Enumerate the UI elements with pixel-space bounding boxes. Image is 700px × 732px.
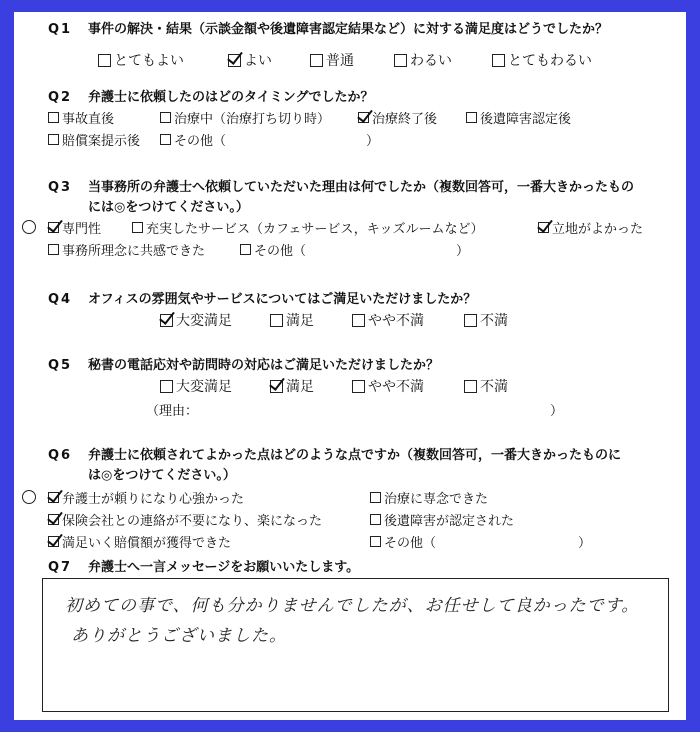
q1-option-very-good[interactable]: とてもよい [98, 50, 184, 70]
checkbox[interactable] [98, 54, 111, 67]
checkbox[interactable] [370, 492, 381, 503]
checkbox[interactable] [394, 54, 407, 67]
survey-sheet [14, 12, 686, 720]
q2-other-close: ） [366, 134, 380, 149]
q6-option-reliable[interactable]: 弁護士が頼りになり心強かった [48, 488, 244, 507]
checkbox[interactable] [464, 380, 477, 393]
q4-option-very-satisfied[interactable]: 大変満足 [160, 310, 232, 330]
checkbox[interactable] [370, 536, 381, 547]
checkbox[interactable] [48, 492, 59, 503]
q3-heading: Q3 当事務所の弁護士へ依頼していただいた理由は何でしたか（複数回答可，一番大きかったもの [48, 180, 635, 195]
message-box[interactable] [42, 578, 669, 712]
q1-option-very-bad[interactable]: とてもわるい [492, 50, 592, 70]
q6-other-close: ） [578, 536, 592, 551]
q6-heading: Q6 弁護士に依頼されてよかった点はどのような点ですか（複数回答可，一番大きかったものに [48, 448, 622, 463]
q5-reason-label: （理由： [146, 404, 199, 419]
double-circle-mark-icon [22, 490, 36, 504]
q6-option-no-insurer-contact[interactable]: 保険会社との連絡が不要になり、楽になった [48, 510, 322, 529]
q2-option-after-certification[interactable]: 後遺障害認定後 [466, 108, 571, 127]
q5-option-satisfied[interactable]: 満足 [270, 376, 314, 396]
handwritten-message-line1: 初めての事で、何も分かりませんでしたが、お任せして良かったです。 [65, 596, 640, 616]
q1-heading: Q1 事件の解決・結果（示談金額や後遺障害認定結果など）に対する満足度はどうでしたか？ [48, 22, 609, 37]
q6-heading-line2: は◎をつけてください。） [88, 468, 236, 483]
q5-option-dissatisfied[interactable]: 不満 [464, 376, 508, 396]
checkbox[interactable] [270, 314, 283, 327]
q4-option-satisfied[interactable]: 満足 [270, 310, 314, 330]
q4-option-somewhat-dissatisfied[interactable]: やや不満 [352, 310, 424, 330]
checkbox[interactable] [270, 380, 283, 393]
q6-option-focus-treatment[interactable]: 治療に専念できた [370, 488, 488, 507]
q2-option-other[interactable]: その他（ [160, 130, 226, 149]
handwritten-message-line2: ありがとうございました。 [71, 626, 287, 646]
q5-heading: Q5 秘書の電話応対や訪問時の対応はご満足いただけましたか？ [48, 358, 440, 373]
q3-option-philosophy[interactable]: 事務所理念に共感できた [48, 240, 205, 259]
checkbox[interactable] [48, 112, 59, 123]
double-circle-mark-icon [22, 220, 36, 234]
q2-option-after-offer[interactable]: 賠償案提示後 [48, 130, 140, 149]
q6-option-other[interactable]: その他（ [370, 532, 436, 551]
q3-option-location[interactable]: 立地がよかった [538, 218, 643, 237]
q5-option-somewhat-dissatisfied[interactable]: やや不満 [352, 376, 424, 396]
checkbox[interactable] [464, 314, 477, 327]
q1-option-normal[interactable]: 普通 [310, 50, 354, 70]
q4-heading: Q4 オフィスの雰囲気やサービスについてはご満足いただけましたか？ [48, 292, 477, 307]
checkbox[interactable] [48, 536, 59, 547]
checkbox[interactable] [352, 314, 365, 327]
q6-option-satisfying-compensation[interactable]: 満足いく賠償額が獲得できた [48, 532, 231, 551]
checkbox[interactable] [48, 222, 59, 233]
checkbox[interactable] [160, 380, 173, 393]
checkbox[interactable] [48, 244, 59, 255]
q3-option-services[interactable]: 充実したサービス（カフェサービス，キッズルームなど） [132, 218, 483, 237]
checkbox[interactable] [160, 134, 171, 145]
q3-other-close: ） [456, 244, 470, 259]
q1-option-bad[interactable]: わるい [394, 50, 452, 70]
q3-option-other[interactable]: その他（ [240, 240, 306, 259]
checkbox[interactable] [132, 222, 143, 233]
q1-option-good[interactable]: よい [228, 50, 272, 70]
q2-option-right-after-accident[interactable]: 事故直後 [48, 108, 114, 127]
q4-option-dissatisfied[interactable]: 不満 [464, 310, 508, 330]
q2-option-during-treatment[interactable]: 治療中（治療打ち切り時） [160, 108, 330, 127]
q3-option-expertise[interactable]: 専門性 [48, 218, 101, 237]
checkbox[interactable] [228, 54, 241, 67]
checkbox[interactable] [160, 112, 171, 123]
checkbox[interactable] [310, 54, 323, 67]
q7-heading: Q7 弁護士へ一言メッセージをお願いいたします。 [48, 560, 360, 575]
checkbox[interactable] [466, 112, 477, 123]
checkbox[interactable] [492, 54, 505, 67]
q6-option-disability-certified[interactable]: 後遺障害が認定された [370, 510, 514, 529]
q3-heading-line2: には◎をつけてください。） [88, 200, 249, 215]
checkbox[interactable] [358, 112, 369, 123]
checkbox[interactable] [48, 514, 59, 525]
checkbox[interactable] [48, 134, 59, 145]
q2-heading: Q2 弁護士に依頼したのはどのタイミングでしたか？ [48, 90, 374, 105]
checkbox[interactable] [370, 514, 381, 525]
q5-option-very-satisfied[interactable]: 大変満足 [160, 376, 232, 396]
checkbox[interactable] [352, 380, 365, 393]
q5-reason-close: ） [550, 404, 564, 419]
checkbox[interactable] [160, 314, 173, 327]
checkbox[interactable] [240, 244, 251, 255]
checkbox[interactable] [538, 222, 549, 233]
q2-option-after-treatment[interactable]: 治療終了後 [358, 108, 437, 127]
